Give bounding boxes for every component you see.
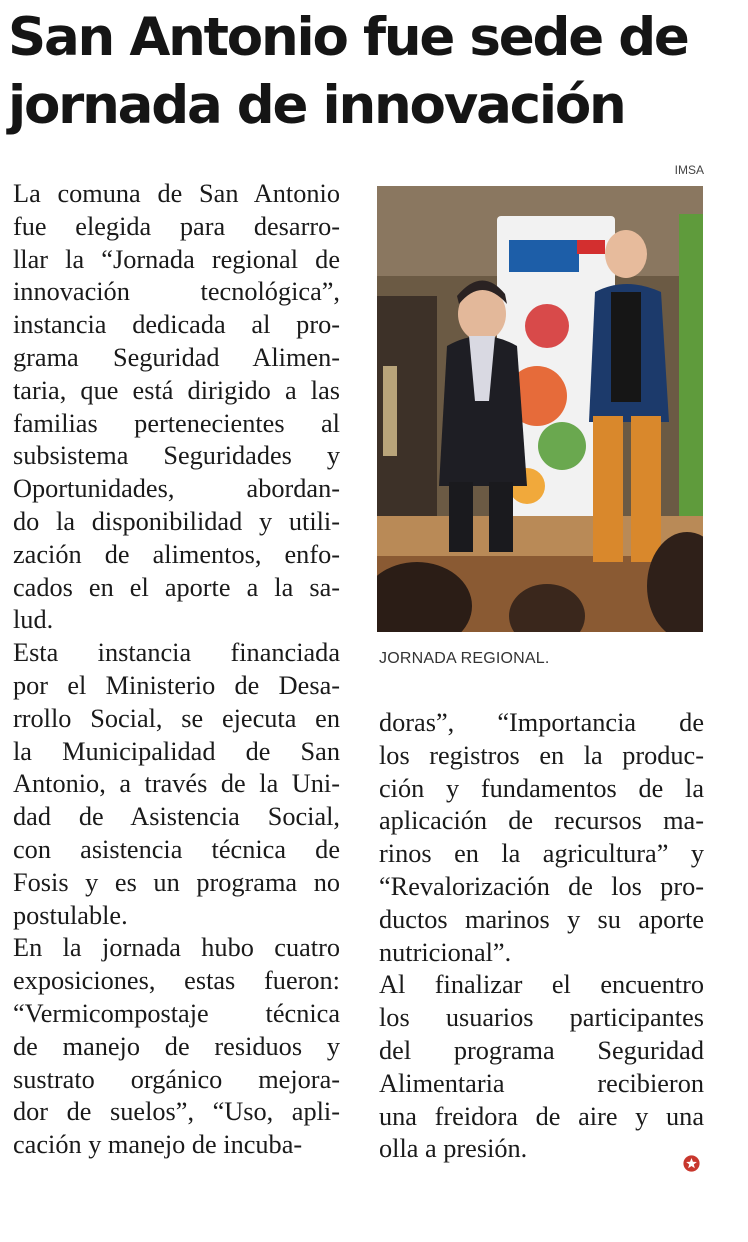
body-line: nutricional”.: [379, 937, 512, 967]
body-column-right: [379, 707, 704, 1166]
star-in-circle-icon: [683, 1155, 700, 1172]
body-line: aplicación de recursos ma-: [379, 806, 704, 836]
body-line: cación y manejo de incuba-: [13, 1130, 303, 1160]
body-line: la Municipalidad de San: [13, 736, 340, 766]
body-line: de manejo de residuos y: [13, 1031, 340, 1061]
body-line: del programa Seguridad: [379, 1035, 704, 1065]
body-line: ductos marinos y su aporte: [379, 904, 704, 934]
body-line: una freidora de aire y una: [379, 1101, 704, 1131]
body-line: cados en el aporte a la sa-: [13, 572, 340, 602]
body-line: innovación tecnológica”,: [13, 277, 340, 307]
photo-credit: IMSA: [674, 163, 704, 177]
body-line: doras”, “Importancia de: [379, 708, 704, 737]
headline-line: San Antonio fue sede de: [8, 7, 688, 68]
photo-illustration: [377, 186, 703, 632]
body-line: “Vermicompostaje técnica: [13, 998, 340, 1028]
body-line: exposiciones, estas fueron:: [13, 966, 340, 996]
body-line: La comuna de San Antonio: [13, 179, 340, 208]
body-line: por el Ministerio de Desa-: [13, 670, 340, 700]
body-line: subsistema Seguridades y: [13, 441, 340, 471]
body-line: familias pertenecientes al: [13, 408, 340, 438]
body-column-left: [13, 178, 340, 1162]
body-line: taria, que está dirigido a las: [13, 375, 340, 405]
body-line: sustrato orgánico mejora-: [13, 1064, 340, 1094]
body-line: “Revalorización de los pro-: [379, 871, 704, 901]
body-line: En la jornada hubo cuatro: [13, 933, 340, 963]
body-line: fue elegida para desarro-: [13, 211, 340, 241]
body-line: grama Seguridad Alimen-: [13, 342, 340, 372]
body-line: llar la “Jornada regional de: [13, 244, 340, 274]
body-line: Oportunidades, abordan-: [13, 474, 340, 504]
body-line: rrollo Social, se ejecuta en: [13, 703, 340, 733]
body-line: dad de Asistencia Social,: [13, 802, 340, 832]
body-line: Fosis y es un programa no: [13, 867, 340, 897]
body-line: do la disponibilidad y utili-: [13, 506, 340, 536]
photo-caption: JORNADA REGIONAL.: [379, 650, 550, 667]
body-line: con asistencia técnica de: [13, 834, 340, 864]
body-line: lud.: [13, 605, 54, 635]
body-line: zación de alimentos, enfo-: [13, 539, 340, 569]
article-photo: [377, 186, 703, 632]
body-line: Alimentaria recibieron: [379, 1068, 704, 1098]
body-line: los usuarios participantes: [379, 1003, 704, 1033]
headline-line: jornada de innovación: [8, 75, 625, 136]
body-line: postulable.: [13, 900, 128, 930]
body-line: ción y fundamentos de la: [379, 773, 704, 803]
body-line: Al finalizar el encuentro: [379, 970, 704, 1000]
body-line: Antonio, a través de la Uni-: [13, 769, 340, 799]
body-line: los registros en la produc-: [379, 740, 704, 770]
headline: [8, 4, 744, 140]
body-line: rinos en la agricultura” y: [379, 839, 704, 869]
body-line: Esta instancia financiada: [13, 638, 340, 668]
body-line: instancia dedicada al pro-: [13, 310, 340, 340]
body-line: dor de suelos”, “Uso, apli-: [13, 1097, 340, 1127]
body-line: olla a presión.: [379, 1134, 528, 1164]
